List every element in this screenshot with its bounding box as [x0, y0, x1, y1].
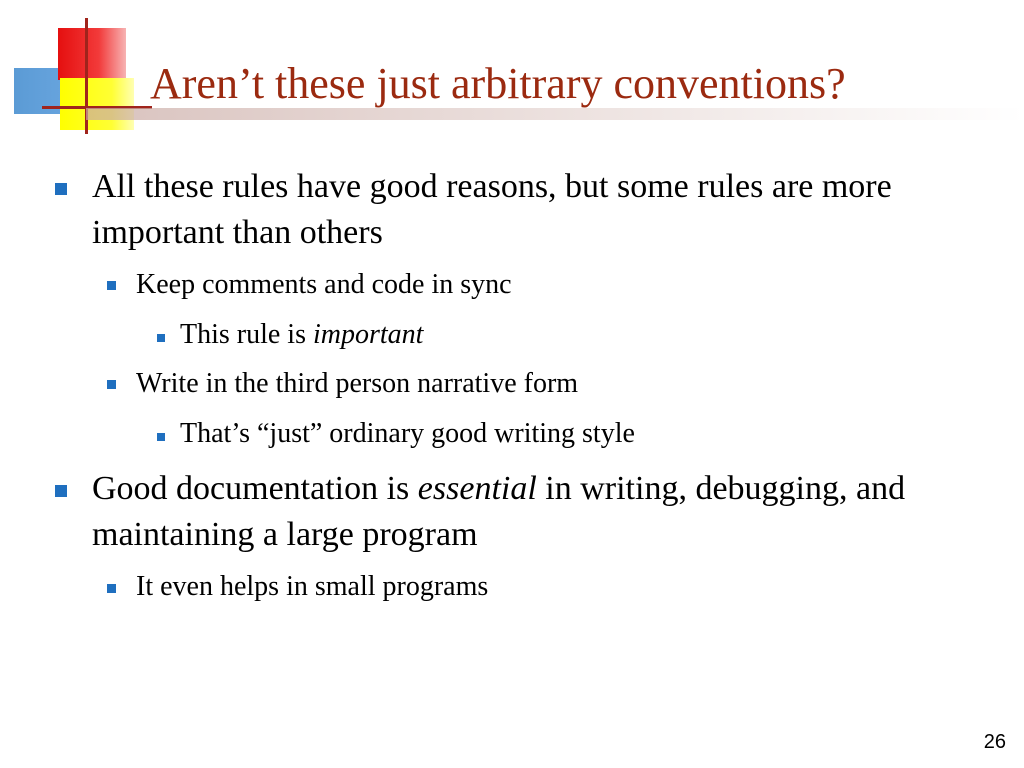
- bullet-square-icon: [55, 485, 67, 497]
- bullet-item-1: All these rules have good reasons, but some rules are more important than others: [92, 168, 892, 251]
- bullet-square-icon: [107, 380, 116, 389]
- bullet-square-icon: [107, 281, 116, 290]
- bullet-item-2-1: It even helps in small programs: [136, 571, 489, 602]
- bullet-square-icon: [55, 183, 67, 195]
- page-number: 26: [983, 731, 1006, 753]
- text-segment: Good documentation is: [92, 470, 418, 507]
- bullet-item-1-1: Keep comments and code in sync: [136, 269, 512, 300]
- bullet-square-icon: [157, 433, 165, 441]
- emphasis-text: essential: [417, 470, 537, 507]
- emphasis-text: important: [313, 319, 424, 350]
- bullet-square-icon: [107, 584, 116, 593]
- bullet-item-2: [92, 466, 992, 558]
- bullet-item-1-2-1: That’s “just” ordinary good writing style: [180, 418, 635, 449]
- bullet-square-icon: [157, 334, 165, 342]
- slide-title: Aren’t these just arbitrary conventions?: [150, 59, 846, 108]
- text-segment: in writing, debugging, and maintaining a large program: [92, 470, 906, 553]
- bullet-item-1-2: Write in the third person narrative form: [136, 368, 579, 399]
- bullet-item-1-1-1: [180, 318, 1000, 352]
- text-segment: This rule is: [180, 319, 313, 350]
